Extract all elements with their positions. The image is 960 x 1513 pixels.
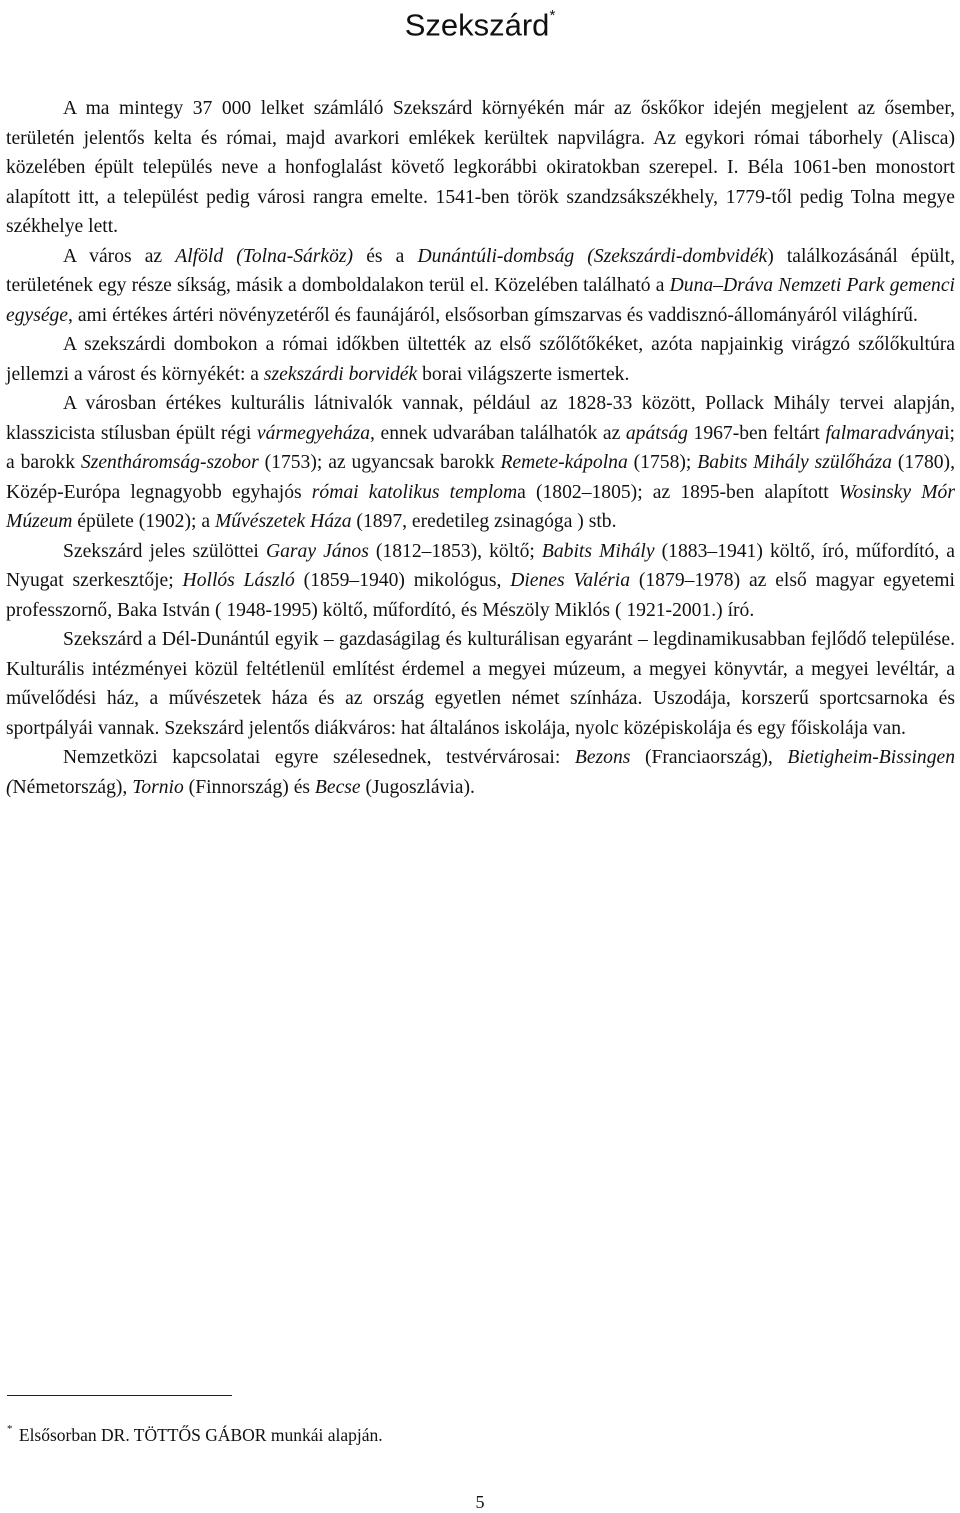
italic-run: Babits Mihály szülőháza (697, 452, 892, 473)
italic-run: Becse (314, 776, 361, 798)
text-run: Nemzetközi kapcsolatai egyre szélesednek, testvérvárosai: (63, 747, 575, 768)
italic-run: Dunántúli-dombság (Szekszárdi-dombvidék (417, 245, 768, 267)
italic-run: apátság (625, 422, 688, 444)
text-run: (1897, eredetileg zsinagóga ) stb. (351, 511, 617, 532)
footnote-divider (7, 1395, 232, 1396)
text-run: (Jugoszlávia). (360, 776, 475, 798)
text-run: , ennek udvarában találhatók az (370, 422, 626, 444)
italic-run: Tornio (132, 776, 184, 798)
text-run: Németország), (12, 776, 133, 798)
text-run: 1967-ben feltárt (687, 422, 826, 444)
page-title (0, 0, 960, 43)
italic-run: Bezons (574, 747, 631, 768)
title-footnote-marker: * (549, 7, 556, 24)
text-run: (1758); (627, 452, 698, 473)
italic-run: Alföld (Tolna-Sárköz) (175, 245, 354, 267)
italic-run: falmaradványa (825, 422, 945, 444)
page-number: 5 (475, 1492, 485, 1512)
italic-run: Remete-kápolna (500, 452, 628, 473)
italic-run: Hollós László (182, 570, 295, 591)
text-run: Szekszárd jeles szülöttei (63, 540, 266, 562)
text-run: és a (353, 245, 418, 267)
footnote (7, 1420, 907, 1446)
italic-run: vármegyeháza (256, 422, 371, 444)
text-run: (Finnország) és (183, 776, 315, 798)
italic-run: Wosinsky Mór Múzeum (6, 481, 955, 532)
text-run: A ma mintegy 37 000 lelket számláló Szekszárd környékén már az őskőkor idején megjelent az ősember, területén jelentős kelta és római, majd avarkori emlékek kerültek napvilágra. Az egykori római táborhely (Alisca) közelében épült település neve a honfoglalást követő legkorábbi okiratokban szerepel. I. Béla 1061-ben monostort alapított itt, a települést pedig városi rangra emelte. 1541-ben török szandzsákszékhely, 1779-től pedig Tolna megye székhelye lett. (6, 98, 955, 237)
italic-run: Babits Mihály (541, 540, 655, 562)
text-run: (Franciaország), (630, 747, 788, 768)
paragraph-3 (6, 330, 955, 389)
text-run: (1780), Közép-Európa legnagyobb egyhajós (6, 452, 955, 503)
text-run: A városban értékes kulturális látnivalók vannak, például az 1828-33 között, Pollack Mihály tervei alapján, klasszicista stílusban épült régi (6, 393, 955, 444)
text-run: A város az (63, 245, 176, 267)
paragraph-2 (6, 242, 955, 331)
footnote-text: Elsősorban DR. TÖTTŐS GÁBOR munkái alapján. (14, 1424, 383, 1445)
text-run: (1812–1853), költő; (368, 540, 542, 562)
text-run: Szekszárd a Dél-Dunántúl egyik – gazdaságilag és kulturálisan egyaránt – legdinamikusabban fejlődő települése. Kulturális intézményei közül feltétlenül említést érdemel a megyei múzeum, a megyei könyvtár, a megyei levéltár, a művelődési ház, a művészetek háza és az ország egyetlen német színháza. Uszodája, korszerű sportcsarnoka és sportpályái vannak. Szekszárd jelentős diákváros: hat általános iskolája, nyolc középiskolája és egy főiskolája van. (6, 629, 955, 739)
italic-run: Művészetek Háza (214, 511, 352, 532)
italic-run: Garay János (265, 540, 369, 562)
text-run: a (1802–1805); az 1895-ben alapított (517, 481, 839, 503)
italic-run: Duna–Dráva Nemzeti Park gemenci egysége (6, 275, 955, 326)
paragraph-5 (6, 537, 955, 626)
italic-run: római katolikus templom (311, 481, 518, 503)
footnote-marker: * (7, 1423, 13, 1435)
text-run: (1883–1941) költő, író, műfordító, a Nyugat szerkesztője; (6, 540, 955, 591)
title-text: Szekszárd (404, 7, 550, 43)
text-run: épülete (1902); a (72, 511, 215, 532)
text-run: ) találkozásánál épült, területének egy része síkság, másik a domboldalakon terül el. Közelében található a (6, 245, 956, 296)
italic-run: Szentháromság-szobor (80, 452, 259, 473)
body-text (6, 94, 955, 802)
text-run: (1879–1978) az első magyar egyetemi professzornő, Baka István ( 1948-1995) költő, műfordító, és Mészöly Miklós ( 1921-2001.) író. (6, 570, 955, 621)
text-run: i; a barokk (6, 422, 955, 473)
paragraph-1 (6, 94, 955, 242)
paragraph-7 (6, 743, 955, 802)
italic-run: szekszárdi borvidék (263, 363, 418, 385)
text-run: borai világszerte ismertek. (417, 363, 630, 385)
italic-run: Dienes Valéria (510, 570, 631, 591)
text-run: A szekszárdi dombokon a római időkben ültették az első szőlőtőkéket, azóta napjainkig virágzó szőlőkultúra jellemzi a várost és környékét: a (6, 334, 955, 385)
paragraph-4 (6, 389, 955, 537)
text-run: (1859–1940) mikológus, (294, 570, 511, 591)
italic-run: Bietigheim-Bissingen ( (6, 747, 955, 798)
text-run: (1753); az ugyancsak barokk (258, 452, 501, 473)
paragraph-6 (6, 625, 955, 743)
text-run: , ami értékes ártéri növényzetéről és faunájáról, elsősorban gímszarvas és vaddisznó-állományáról világhírű. (68, 304, 918, 326)
